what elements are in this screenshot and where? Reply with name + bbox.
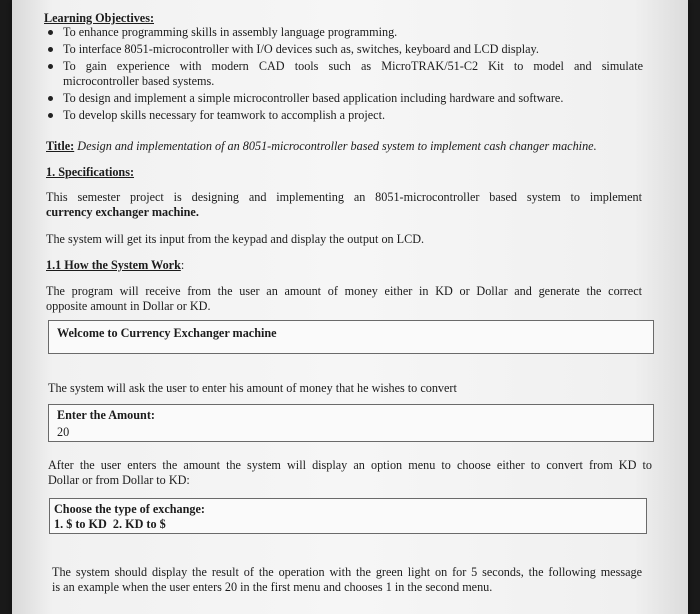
how-heading-text: 1.1 How the System Work [46,258,181,272]
how-heading-colon: : [180,258,185,272]
objective-1: To enhance programming skills in assembly language programming. [63,25,398,39]
lcd-display-enter-amount [48,404,654,442]
title-text: Design and implementation of an 8051-microcontroller based system to implement cash changer machine. [77,139,597,153]
lcd-display-welcome [48,320,654,354]
specs-paragraph-line-2: currency exchanger machine. [46,205,199,219]
lcd-display-exchange-menu [49,498,647,534]
specs-paragraph-2: The system will get its input from the keypad and display the output on LCD. [46,232,425,246]
bullet-icon [48,64,53,69]
objective-5: To develop skills necessary for teamwork to accomplish a project. [63,108,386,122]
learning-objectives-heading: Learning Objectives: [44,11,155,25]
how-system-works-heading [46,258,184,272]
objective-2: To interface 8051-microcontroller with I/O devices such as, switches, keyboard and LCD display. [63,42,539,56]
lcd-menu-title-line: Choose the type of exchange: [54,502,205,516]
lcd-amount-value: 20 [57,425,70,439]
lcd-welcome-line: Welcome to Currency Exchanger machine [57,326,277,340]
result-paragraph-line-1: The system should display the result of the operation with the green light on for 5 seconds, the following message [52,565,642,579]
lcd-enter-amount-line: Enter the Amount: [57,408,155,422]
result-paragraph-line-2: is an example when the user enters 20 in the first menu and chooses 1 in the second menu. [52,580,493,594]
how-paragraph-line-1: The program will receive from the user an amount of money either in KD or Dollar and generate the correct [46,284,642,298]
bullet-icon [48,47,53,52]
after-enter-paragraph-line-2: Dollar or from Dollar to KD: [48,473,190,487]
after-enter-paragraph-line-1: After the user enters the amount the system will display an option menu to choose either to convert from KD to [48,458,652,472]
document-page [12,0,688,614]
specifications-heading: 1. Specifications: [46,165,135,179]
bullet-icon [48,30,53,35]
objective-3-continued: microcontroller based systems. [63,74,215,88]
bullet-icon [48,96,53,101]
objective-4: To design and implement a simple microcontroller based application including hardware and software. [63,91,564,105]
ask-amount-text: The system will ask the user to enter his amount of money that he wishes to convert [48,381,457,395]
project-title [46,139,597,153]
objective-3: To gain experience with modern CAD tools such as MicroTRAK/51-C2 Kit to model and simulate [63,59,643,73]
how-paragraph-line-2: opposite amount in Dollar or KD. [46,299,211,313]
bullet-icon [48,113,53,118]
title-label: Title: [46,139,75,153]
specs-paragraph-line-1: This semester project is designing and implementing an 8051-microcontroller based system to implement [46,190,642,204]
lcd-menu-options-line: 1. $ to KD 2. KD to $ [54,517,166,531]
